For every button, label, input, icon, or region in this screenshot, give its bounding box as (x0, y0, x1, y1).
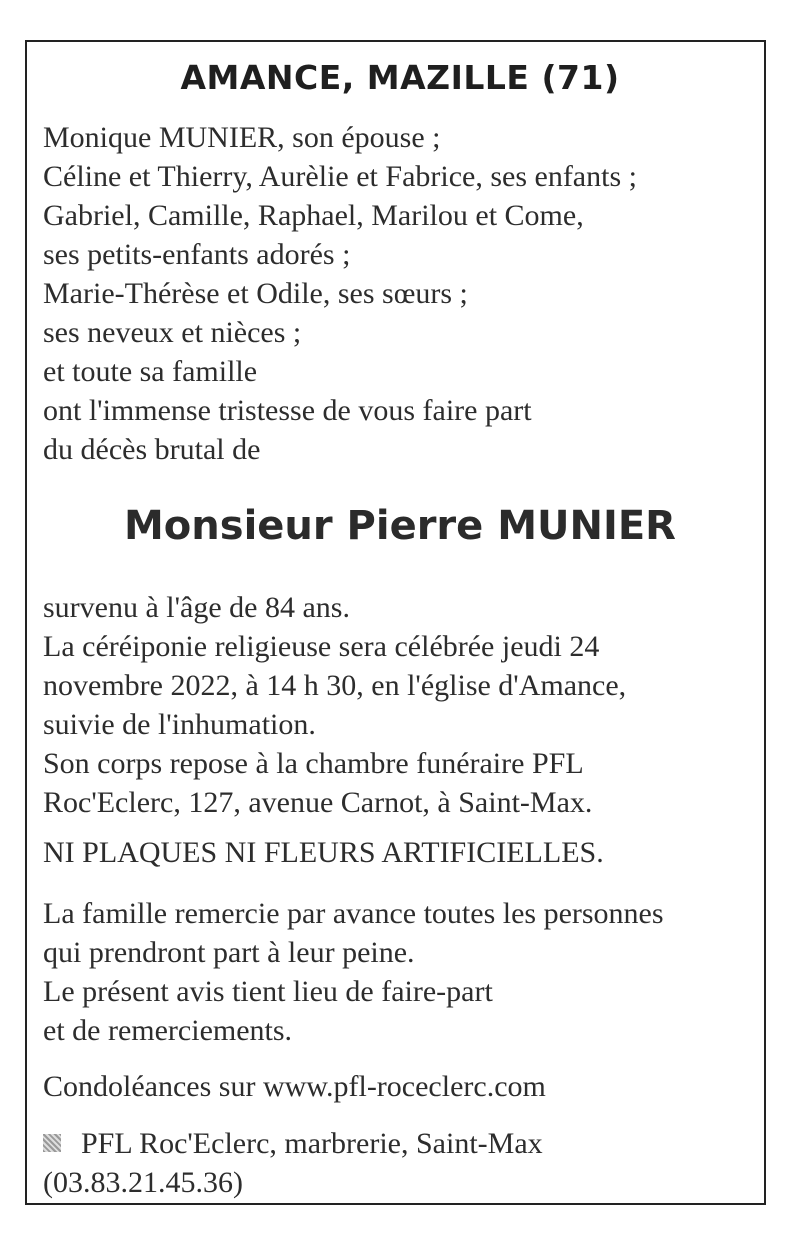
thanks-line: La famille remercie par avance toutes les personnes (43, 897, 664, 930)
family-line: et toute sa famille (43, 355, 258, 388)
family-line: Céline et Thierry, Aurèlie et Fabrice, ses enfants ; (43, 160, 637, 193)
details-line: Son corps repose à la chambre funéraire PFL (43, 747, 584, 780)
phone-number: (03.83.21.45.36) (43, 1166, 243, 1199)
details-line: suivie de l'inhumation. (43, 708, 316, 741)
details-line: survenu à l'âge de 84 ans. (43, 591, 350, 624)
funeral-home-contact (43, 1124, 543, 1202)
thanks-line: Le présent avis tient lieu de faire-part (43, 975, 493, 1008)
family-line: ses petits-enfants adorés ; (43, 238, 351, 271)
ceremony-details (43, 588, 755, 822)
details-line: Roc'Eclerc, 127, avenue Carnot, à Saint-Max. (43, 786, 593, 819)
no-flowers-notice: NI PLAQUES NI FLEURS ARTIFICIELLES. (43, 836, 604, 869)
details-line: novembre 2022, à 14 h 30, en l'église d'Amance, (43, 669, 627, 702)
deceased-name: Monsieur Pierre MUNIER (124, 503, 676, 549)
condolences-line: Condoléances sur www.pfl-roceclerc.com (43, 1070, 546, 1103)
company-line (43, 1124, 543, 1163)
thanks-line: qui prendront part à leur peine. (43, 936, 415, 969)
family-line: ses neveux et nièces ; (43, 316, 302, 349)
bullet-icon (43, 1134, 61, 1152)
thanks-line: et de remerciements. (43, 1014, 293, 1047)
family-line: Marie-Thérèse et Odile, ses sœurs ; (43, 277, 468, 310)
family-line: du décès brutal de (43, 433, 261, 466)
family-thanks (43, 894, 755, 1050)
company-name: PFL Roc'Eclerc, marbrerie, Saint-Max (81, 1127, 543, 1160)
family-line: ont l'immense tristesse de vous faire part (43, 394, 532, 427)
details-line: La céréiponie religieuse sera célébrée jeudi 24 (43, 630, 600, 663)
location-heading: AMANCE, MAZILLE (71) (180, 58, 620, 97)
family-line: Monique MUNIER, son épouse ; (43, 121, 441, 154)
family-announcement (43, 118, 637, 469)
family-line: Gabriel, Camille, Raphael, Marilou et Come, (43, 199, 584, 232)
